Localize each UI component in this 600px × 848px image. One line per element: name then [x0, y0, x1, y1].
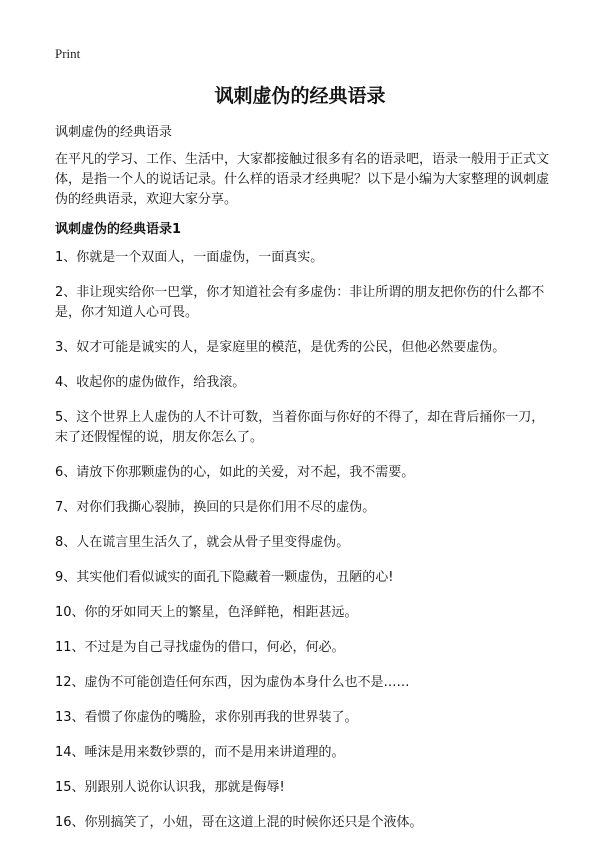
- quote-list: [55, 248, 555, 848]
- quote-item: 12、虚伪不可能创造任何东西，因为虚伪本身什么也不是……: [55, 675, 410, 690]
- quote-item: 7、对你们我撕心裂肺，换回的只是你们用不尽的虚伪。: [55, 500, 376, 515]
- quote-item: 14、唾沫是用来数钞票的，而不是用来讲道理的。: [55, 745, 345, 760]
- quote-item: 8、人在谎言里生活久了，就会从骨子里变得虚伪。: [55, 535, 350, 550]
- quote-item: 13、看惯了你虚伪的嘴脸，求你别再我的世界装了。: [55, 710, 358, 725]
- quote-item: 11、不过是为自己寻找虚伪的借口，何必，何必。: [55, 640, 345, 655]
- quote-item: 10、你的牙如同天上的繁星，色泽鲜艳，相距甚远。: [55, 605, 358, 620]
- page-title: 讽刺虚伪的经典语录: [214, 85, 386, 107]
- quote-item: 3、奴才可能是诚实的人，是家庭里的模范，是优秀的公民，但他必然要虚伪。: [55, 340, 506, 355]
- quote-item: 15、别跟别人说你认识我，那就是侮辱!: [55, 780, 285, 795]
- intro-paragraph: 在平凡的学习、工作、生活中，大家都接触过很多有名的语录吧，语录一般用于正式文体，是指一个人的说话记录。什么样的语录才经典呢？以下是小编为大家整理的讽刺虚伪的经典语录，欢迎大家分享。: [55, 152, 550, 207]
- quote-item: 2、非让现实给你一巴掌，你才知道社会有多虚伪：非让所谓的朋友把你伤的什么都不是，你才知道人心可畏。: [55, 285, 545, 320]
- quote-item: 4、收起你的虚伪做作，给我滚。: [55, 375, 246, 390]
- quote-item: 5、这个世界上人虚伪的人不计可数，当着你面与你好的不得了，却在背后捅你一刀，末了还假惺惺的说，朋友你怎么了。: [55, 410, 545, 445]
- quote-item: 6、请放下你那颗虚伪的心，如此的关爱，对不起，我不需要。: [55, 465, 415, 480]
- print-link[interactable]: Print: [55, 46, 81, 61]
- quote-item: 9、其实他们看似诚实的面孔下隐藏着一颗虚伪，丑陋的心!: [55, 570, 394, 585]
- document-subtitle: 讽刺虚伪的经典语录: [55, 125, 173, 140]
- quote-item: 16、你别搞笑了，小妞，哥在这道上混的时候你还只是个液体。: [55, 815, 423, 830]
- quote-item: 1、你就是一个双面人，一面虚伪，一面真实。: [55, 250, 324, 265]
- section-heading: 讽刺虚伪的经典语录1: [55, 222, 182, 237]
